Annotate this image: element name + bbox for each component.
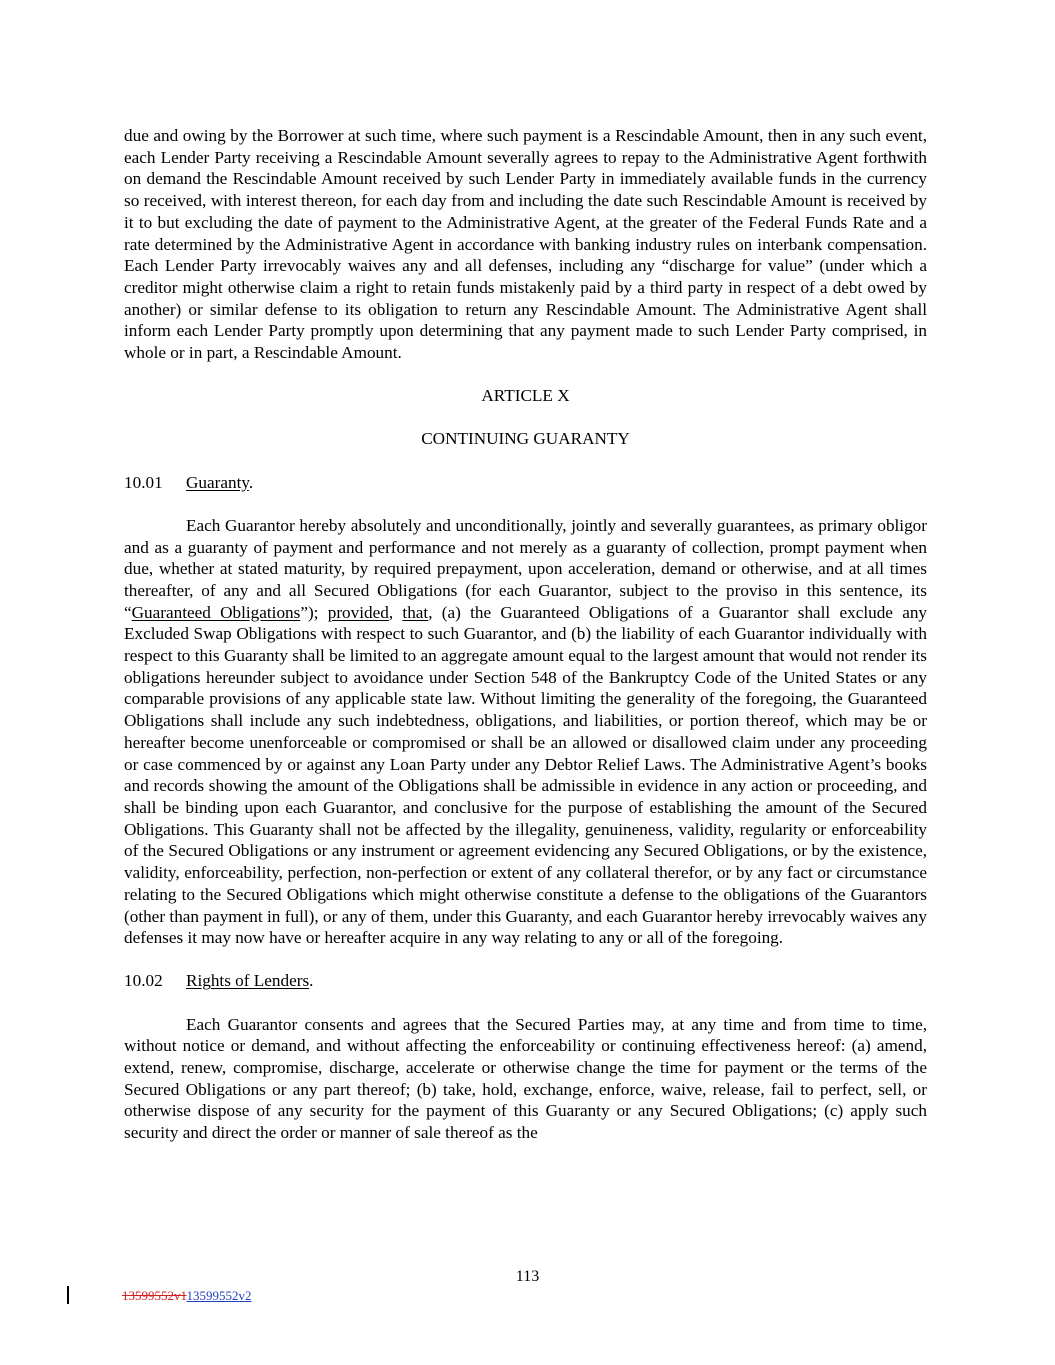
section-title: Guaranty (186, 472, 249, 492)
section-number: 10.01 (124, 472, 163, 492)
defined-term: Guaranteed Obligations (131, 602, 301, 622)
that-term: that (402, 602, 429, 622)
section-10-01-heading (124, 472, 927, 494)
heading-period: . (248, 472, 254, 492)
page-number: 113 (515, 1268, 540, 1285)
article-number: ARTICLE X (481, 386, 570, 406)
section-number: 10.02 (124, 971, 163, 991)
document-id-inserted: 13599552v2 (186, 1288, 252, 1303)
section-10-02-heading (124, 970, 927, 992)
page-body (124, 125, 927, 1144)
heading-period: . (309, 971, 314, 991)
section-title: Rights of Lenders (186, 971, 310, 991)
body-text: Each Guarantor hereby absolutely and unconditionally, jointly and severally guarantees, as primary obligor and as a guaranty of payment and performance and not merely as a guaranty of collection, prompt payment when due, whether at stated maturity, by required prepayment, upon acceleration, demand or otherwise, and at all times thereafter, of any and all Secured Obligations (for each Guarantor, subject to the proviso in this sentence, its “ (124, 515, 927, 622)
document-id-deleted: 13599552v1 (122, 1288, 187, 1303)
document-id (122, 1288, 252, 1304)
continuation-paragraph: due and owing by the Borrower at such time, where such payment is a Rescindable Amount, then in any such event, each Lender Party receiving a Rescindable Amount severally agrees to repay to the Administrative Agent forthwith on demand the Rescindable Amount received by such Lender Party in immediately available funds in the currency so received, with interest thereon, for each day from and including the date such Rescindable Amount is received by it to but excluding the date of payment to the Administrative Agent, at the greater of the Federal Funds Rate and a rate determined by the Administrative Agent in accordance with banking industry rules on interbank compensation. Each Lender Party irrevocably waives any and all defenses, including any “discharge for value” (under which a creditor might otherwise claim a right to retain funds mistakenly paid by a third party in respect of a debt owed by another) or similar defense to its obligation to return any Rescindable Amount. The Administrative Agent shall inform each Lender Party promptly upon determining that any payment made to such Lender Party comprised, in whole or in part, a Rescindable Amount. (124, 126, 927, 363)
body-text: , (a) the Guaranteed Obligations of a Guarantor shall exclude any Excluded Swap Obligations with respect to such Guarantor, and (b) the liability of each Guarantor individually with respect to this Guaranty shall be limited to an aggregate amount equal to the largest amount that would not render its obligations hereunder subject to avoidance under Section 548 of the Bankruptcy Code of the United States or any comparable provisions of any applicable state law. Without limiting the generality of the foregoing, the Guaranteed Obligations shall include any such indebtedness, obligations, and liabilities, or portion thereof, which may be or hereafter become unenforceable or compromised or shall be an allowed or disallowed claim under any proceeding or case commenced by or against any Loan Party under any Debtor Relief Laws. The Administrative Agent’s books and records showing the amount of the Obligations shall be admissible in evidence in any action or proceeding, and shall be binding upon each Guarantor, and conclusive for the purpose of establishing the amount of the Secured Obligations. This Guaranty shall not be affected by the illegality, genuineness, validity, regularity or enforceability of the Secured Obligations or any instrument or agreement evidencing any Secured Obligations, or by the existence, validity, enforceability, perfection, non-perfection or extent of any collateral therefor, or by any fact or circumstance relating to the Secured Obligations which might otherwise constitute a defense to the obligations of the Guarantors (other than payment in full), or any of them, under this Guaranty, and each Guarantor hereby irrevocably waives any defenses it may now have or hereafter acquire in any way relating to any or all of the foregoing. (124, 602, 928, 948)
body-text: , (388, 602, 403, 622)
body-text: ”); (300, 602, 328, 622)
section-10-02-body: Each Guarantor consents and agrees that the Secured Parties may, at any time and from time to time, without notice or demand, and without affecting the enforceability or continuing effectiveness hereof: (a) amend, extend, renew, compromise, discharge, accelerate or otherwise change the time for payment or the terms of the Secured Obligations or any part thereof; (b) take, hold, exchange, enforce, waive, release, fail to perfect, sell, or otherwise dispose of any security for the payment of this Guaranty or any Secured Obligations; (c) apply such security and direct the order or manner of sale thereof as the (124, 1014, 927, 1143)
change-bar (67, 1286, 69, 1304)
section-10-01-body (124, 515, 927, 949)
provided-term: provided (327, 602, 389, 622)
article-title: CONTINUING GUARANTY (421, 429, 630, 449)
